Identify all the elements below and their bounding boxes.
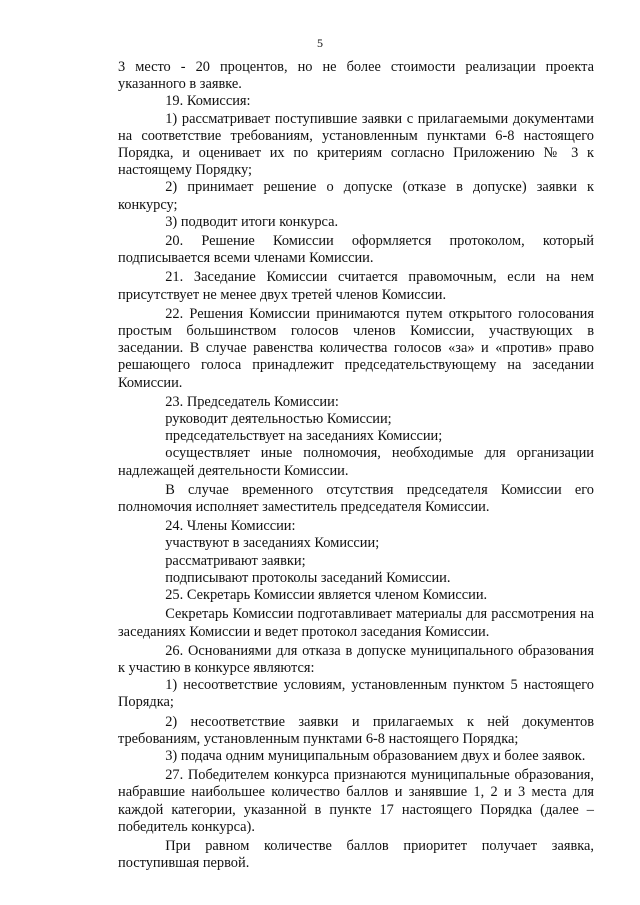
paragraph: подписывают протоколы заседаний Комиссии. <box>165 569 451 586</box>
paragraph: 3) подача одним муниципальным образованием двух и более заявок. <box>165 747 586 764</box>
paragraph: 26. Основаниями для отказа в допуске муниципального образования к участию в конкурсе являются: <box>118 642 594 676</box>
paragraph: При равном количестве баллов приоритет получает заявка, поступившая первой. <box>118 837 594 872</box>
paragraph: 27. Победителем конкурса признаются муниципальные образования, набравшие наибольшее количество баллов и занявшие 1, 2 и 3 места для каждой категории, указанной в пункте 17 настоящего Порядка (далее – победитель конкурса). <box>118 767 594 835</box>
document-body <box>118 59 594 872</box>
page-number: 5 <box>317 36 323 50</box>
paragraph: 3 место - 20 процентов, но не более стоимости реализации проекта указанного в заявке. <box>118 59 594 93</box>
paragraph: 2) несоответствие заявки и прилагаемых к ней документов требованиям, установленным пунктами 6-8 настоящего Порядка; <box>118 713 594 747</box>
paragraph: 19. Комиссия: <box>165 93 251 110</box>
paragraph: 21. Заседание Комиссии считается правомочным, если на нем присутствует не менее двух третей членов Комиссии. <box>118 269 594 303</box>
paragraph: 1) рассматривает поступившие заявки с прилагаемыми документами на соответствие требованиям, установленным пунктами 6-8 настоящего Порядка, и оценивает их по критериям согласно Приложению № 3 к настоящему Порядку; <box>118 110 594 179</box>
paragraph: председательствует на заседаниях Комиссии; <box>165 428 443 445</box>
paragraph: руководит деятельностью Комиссии; <box>165 411 392 428</box>
paragraph: участвуют в заседаниях Комиссии; <box>165 535 380 552</box>
paragraph: 24. Члены Комиссии: <box>165 518 296 535</box>
paragraph: рассматривают заявки; <box>165 552 306 569</box>
paragraph: Секретарь Комиссии подготавливает материалы для рассмотрения на заседаниях Комиссии и ведет протокол заседания Комиссии. <box>118 606 594 640</box>
paragraph: 23. Председатель Комиссии: <box>165 393 339 410</box>
paragraph: 1) несоответствие условиям, установленным пунктом 5 настоящего Порядка; <box>118 677 594 711</box>
paragraph: 2) принимает решение о допуске (отказе в допуске) заявки к конкурсу; <box>118 179 594 213</box>
paragraph: В случае временного отсутствия председателя Комиссии его полномочия исполняет заместитель председателя Комиссии. <box>118 481 594 516</box>
paragraph: осуществляет иные полномочия, необходимые для организации надлежащей деятельности Комиссии. <box>118 445 594 479</box>
paragraph: 22. Решения Комиссии принимаются путем открытого голосования простым большинством голосов членов Комиссии, участвующих в заседании. В случае равенства количества голосов «за» и «против» право решающего голоса принадлежит председательствующему на заседании Комиссии. <box>118 305 594 391</box>
paragraph: 3) подводит итоги конкурса. <box>165 213 339 230</box>
paragraph: 25. Секретарь Комиссии является членом Комиссии. <box>165 587 488 604</box>
paragraph: 20. Решение Комиссии оформляется протоколом, который подписывается всеми членами Комиссии. <box>118 233 594 267</box>
